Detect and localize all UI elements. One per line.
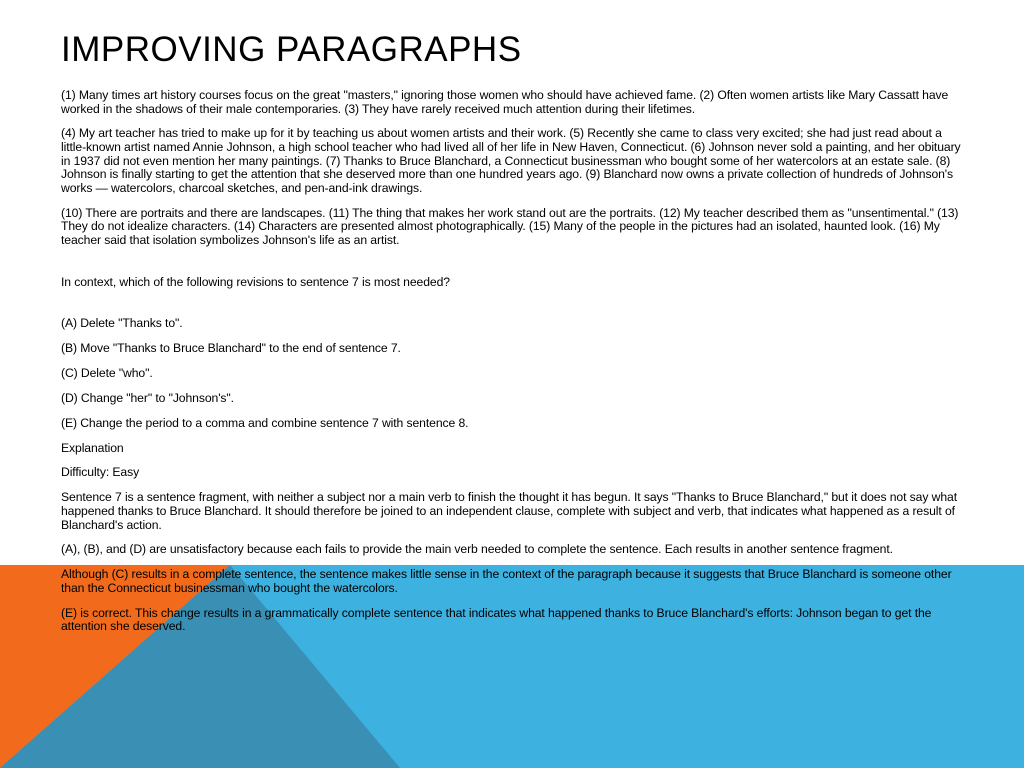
explanation-paragraph-3: Although (C) results in a complete sentence, the sentence makes little sense in the context of the paragraph because it suggests that Bruce Blanchard is someone other than the Connecticut businessman who bought the watercolors. — [61, 567, 952, 595]
passage-paragraph-1: (1) Many times art history courses focus on the great "masters," ignoring those women who should have achieved fame. (2) Often women artists like Mary Cassatt have worked in the shadows of their male contemporaries. (3) They have rarely received much attention during their lifetimes. — [61, 88, 949, 116]
difficulty-label: Difficulty: Easy — [61, 465, 140, 480]
explanation-paragraph-4: (E) is correct. This change results in a grammatically complete sentence that indicates what happened thanks to Bruce Blanchard's efforts: Johnson began to get the attention she deserved. — [61, 605, 932, 634]
option-c: (C) Delete "who". — [61, 365, 153, 380]
explanation-paragraph-1: Sentence 7 is a sentence fragment, with neither a subject nor a main verb to finish the thought it has begun. It says "Thanks to Bruce Blanchard," but it does not say what happened thanks to Bruce Blanchard. It should therefore be joined to an independent clause, complete with subject and verb, that indicates what happened as a result of Blanchard's action. — [61, 490, 957, 532]
explanation-paragraph-2: (A), (B), and (D) are unsatisfactory because each fails to provide the main verb needed to complete the sentence. Each results in another sentence fragment. — [61, 542, 893, 557]
passage-paragraph-2: (4) My art teacher has tried to make up for it by teaching us about women artists and their work. (5) Recently she came to class very excited; she had just read about a little-known artist named Annie Johnson, a high school teacher who had lived all of her life in New Haven, Connecticut. (6) Johnson never sold a painting, and her obituary in 1937 did not even mention her many paintings. (7) Thanks to Bruce Blanchard, a Connecticut businessman who bought some of her watercolors at an estate sale. (8) Johnson is finally starting to get the attention that she deserved more than one hundred years ago. (9) Blanchard now owns a private collection of hundreds of Johnson's works — watercolors, charcoal sketches, and pen-and-ink drawings. — [61, 126, 961, 195]
slide-title: IMPROVING PARAGRAPHS — [61, 30, 522, 69]
option-d: (D) Change "her" to "Johnson's". — [61, 390, 234, 405]
option-a: (A) Delete "Thanks to". — [61, 316, 183, 331]
option-e: (E) Change the period to a comma and combine sentence 7 with sentence 8. — [61, 415, 469, 430]
passage-paragraph-3: (10) There are portraits and there are landscapes. (11) The thing that makes her work stand out are the portraits. (12) My teacher described them as "unsentimental." (13) They do not idealize characters. (14) Characters are presented almost photographically. (15) Many of the people in the pictures had an isolated, haunted look. (16) My teacher said that isolation symbolizes Johnson's life as an artist. — [61, 205, 959, 247]
question-text: In context, which of the following revisions to sentence 7 is most needed? — [61, 274, 450, 289]
option-b: (B) Move "Thanks to Bruce Blanchard" to the end of sentence 7. — [61, 341, 401, 356]
slide-body — [61, 89, 966, 645]
explanation-heading: Explanation — [61, 440, 124, 455]
